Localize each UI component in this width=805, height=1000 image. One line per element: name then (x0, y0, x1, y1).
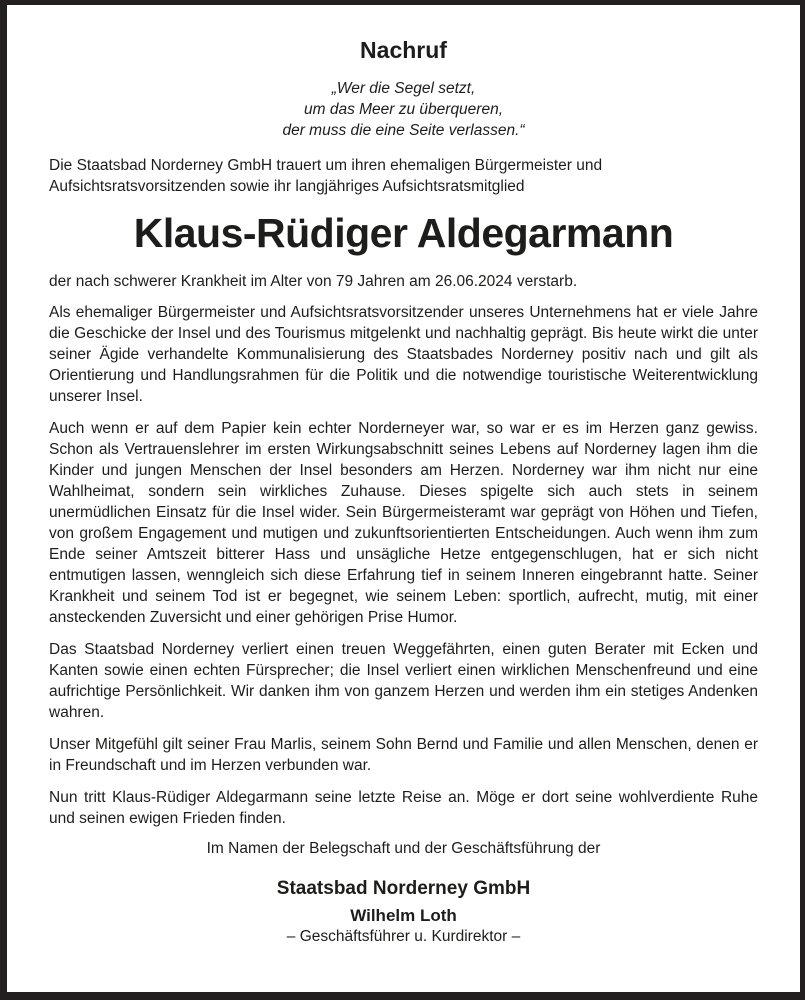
obituary-paragraph-3: Das Staatsbad Norderney verliert einen treuen Weggefährten, einen guten Berater mit Ecken und Kanten sowie einen echten Fürsprecher; die Insel verliert einen wirklichen Menschenfreund und eine aufrichtige Persönlichkeit. Wir danken ihm von ganzem Herzen und werden ihm ein stetiges Andenken wahren. (49, 641, 758, 721)
signatory-role: – Geschäftsführer u. Kurdirektor – (286, 928, 521, 945)
obituary-paragraph-1: Als ehemaliger Bürgermeister und Aufsichtsratsvorsitzender unseres Unternehmens hat er viele Jahre die Geschicke der Insel und des Tourismus mitgelenkt und nachhaltig geprägt. Bis heute wirkt die unter seiner Ägide verhandelte Kommunalisierung des Staatsbades Norderney positiv nach und gilt als Orientierung und Handlungsrahmen für die Politik und die notwendige touristische Weiterentwicklung unserer Insel. (49, 304, 758, 405)
on-behalf-line: Im Namen der Belegschaft und der Geschäftsführung der (206, 840, 601, 857)
mourning-intro-text: Die Staatsbad Norderney GmbH trauert um ihren ehemaligen Bürgermeister und Aufsichtsratsvorsitzenden sowie ihr langjähriges Aufsichtsratsmitglied (49, 157, 603, 195)
death-statement: der nach schwerer Krankheit im Alter von 79 Jahren am 26.06.2024 verstarb. (49, 273, 578, 290)
quote-line-1: „Wer die Segel setzt, (331, 80, 476, 97)
quote-line-3: der muss die eine Seite verlassen.“ (282, 122, 525, 139)
deceased-name: Klaus-Rüdiger Aldegarmann (133, 210, 674, 256)
quote-line-2: um das Meer zu überqueren, (303, 101, 504, 118)
signatory-name: Wilhelm Loth (350, 906, 457, 925)
obituary-paragraph-4: Unser Mitgefühl gilt seiner Frau Marlis, seinem Sohn Bernd und Familie und allen Menschen, denen er in Freundschaft und im Herzen verbunden war. (49, 736, 758, 774)
obituary-paragraph-5: Nun tritt Klaus-Rüdiger Aldegarmann seine letzte Reise an. Möge er dort seine wohlverdiente Ruhe und seinen ewigen Frieden finden. (49, 789, 758, 827)
obituary-paragraph-2: Auch wenn er auf dem Papier kein echter Norderneyer war, so war er es im Herzen ganz gewiss. Schon als Vertrauenslehrer im ersten Wirkungsabschnitt seines Lebens auf Norderney lagen ihm die Kinder und jungen Menschen der Insel besonders am Herzen. Norderney war ihm nicht nur eine Wahlheimat, sondern sein wirkliches Zuhause. Dieses spigelte sich auch stets in seinem unermüdlichen Einsatz für die Insel wider. Sein Bürgermeisteramt war geprägt von Höhen und Tiefen, von großem Engagement und mutigen und zukunftsorientierten Entscheidungen. Auch wenn ihm zum Ende seiner Amtszeit bitterer Hass und unsägliche Hetze entgegenschlugen, hat er sich nicht entmutigen lassen, wenngleich sich diese Erfahrung tief in seinem Inneren eingebrannt hatte. Seiner Krankheit und seinem Tod ist er begegnet, wie seinem Leben: sportlich, aufrecht, mutig, mit einer ansteckenden Zuversicht und einer gehörigen Prise Humor. (49, 420, 758, 626)
memorial-quote (49, 78, 758, 141)
company-name: Staatsbad Norderney GmbH (276, 878, 531, 899)
obituary-title: Nachruf (360, 37, 447, 63)
